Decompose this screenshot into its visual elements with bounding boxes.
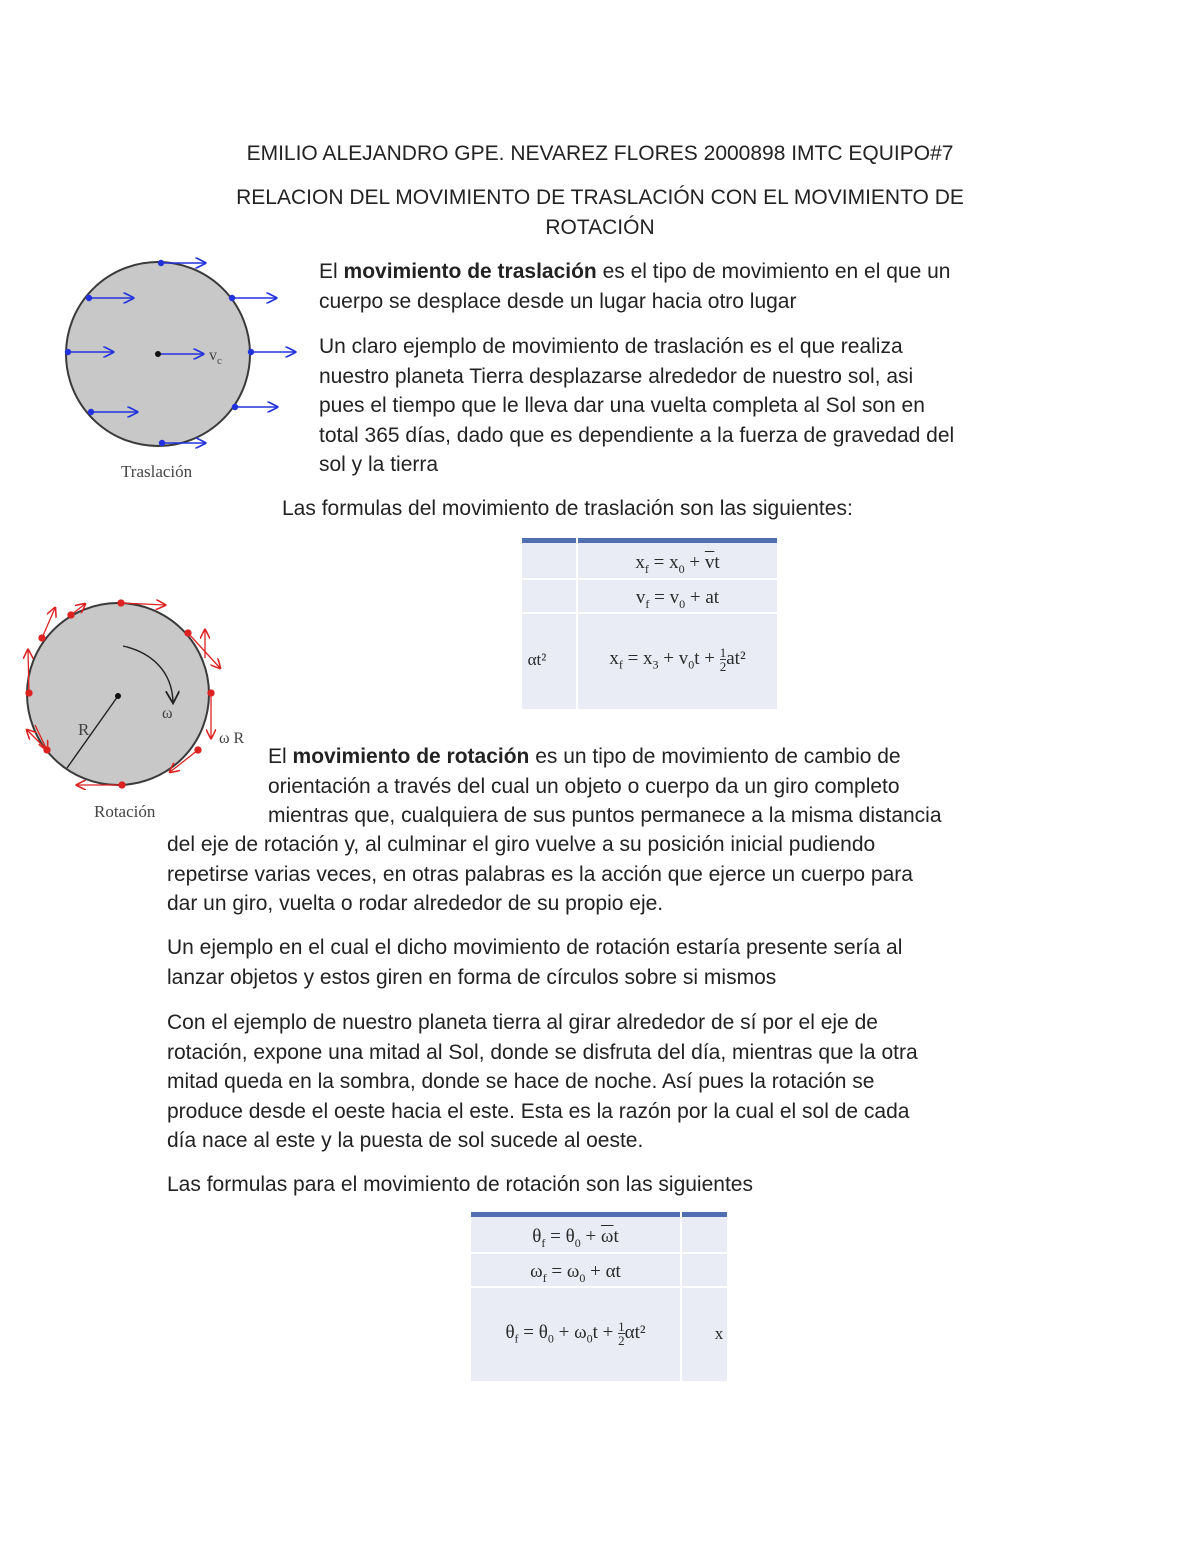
rotation-formulas-intro: Las formulas para el movimiento de rotación son las siguientes xyxy=(167,1173,753,1196)
document-title-line2: ROTACIÓN xyxy=(545,216,655,239)
translation-term: movimiento de traslación xyxy=(343,260,597,283)
author-line: EMILIO ALEJANDRO GPE. NEVAREZ FLORES 2000898 IMTC EQUIPO#7 xyxy=(246,142,954,165)
translation-definition: El movimiento de traslación es el tipo de movimiento en el que un cuerpo se desplace desde un lugar hacia otro lugar xyxy=(319,260,951,313)
rotation-term: movimiento de rotación xyxy=(292,745,530,768)
translation-caption: Traslación xyxy=(121,462,193,481)
rotation-paragraph-1-head: El movimiento de rotación es un tipo de movimiento de cambio de orientación a través del cual un objeto o cuerpo da un giro completo mientras que, cualquiera de sus puntos permanece a la misma distancia xyxy=(268,745,942,827)
rotation-paragraph-1-tail: del eje de rotación y, al culminar el giro vuelve a su posición inicial pudiendo repetirse varias veces, en otras palabras es la acción que ejerce un cuerpo para dar un giro, vuelta o rodar alrededor de su propio eje. xyxy=(167,833,913,915)
formula-position-uniform: $x_f = x_0 + \overline{v}t$ xyxy=(635,552,720,576)
formula-angular-velocity: $\omega_f = \omega_0 + \alpha t$ xyxy=(530,1261,621,1285)
rotation-figure xyxy=(15,590,260,825)
translation-paragraph-1 xyxy=(319,257,1059,316)
translation-formula-table xyxy=(522,538,777,709)
formula-angle-accelerated: $\theta_f = \theta_0 + \omega_0t$ + $\frac{1}{2}$ αt² xyxy=(505,1319,646,1348)
formula-position-accelerated: $x_f = x_3 + v_0t$ + $\frac{1}{2}$ at² xyxy=(609,645,746,674)
document-title-line1: RELACION DEL MOVIMIENTO DE TRASLACIÓN CON EL MOVIMIENTO DE xyxy=(236,186,964,209)
formula-velocity: $v_f = v_0$ + at xyxy=(635,587,720,611)
formula-fragment-right: x xyxy=(714,1324,724,1343)
velocity-label: $v_c$ xyxy=(209,347,222,368)
formula-fragment-left: αt² xyxy=(527,650,547,669)
rotation-caption: Rotación xyxy=(94,802,156,821)
formula-angle-uniform: $\theta_f = \theta_0 + \overline{\omega}t$ xyxy=(532,1226,619,1250)
rotation-paragraph-3: Con el ejemplo de nuestro planeta tierra al girar alrededor de sí por el eje de rotación, expone una mitad al Sol, donde se disfruta del día, mientras que la otra mitad queda en la sombra, donde se hace de noche. Así pues la rotación se produce desde el oeste hacia el este. Esta es la razón por la cual el sol de cada día nace al este y la puesta de sol sucede al oeste. xyxy=(167,1011,918,1152)
translation-formulas-intro: Las formulas del movimiento de traslación son las siguientes: xyxy=(282,497,853,520)
translation-figure xyxy=(55,250,305,490)
translation-paragraph-2: Un claro ejemplo de movimiento de traslación es el que realiza nuestro planeta Tierra desplazarse alrededor de nuestro sol, asi pues el tiempo que le lleva dar una vuelta completa al Sol son en total 365 días, dado que es dependiente a la fuerza de gravedad del sol y la tierra xyxy=(319,335,955,476)
radius-label: R xyxy=(78,720,90,739)
rotation-paragraph-2: Un ejemplo en el cual el dicho movimiento de rotación estaría presente sería al lanzar objetos y estos giren en forma de círculos sobre si mismos xyxy=(167,936,903,989)
rotation-formula-table xyxy=(471,1212,727,1381)
omega-label: ω xyxy=(162,705,173,722)
omega-r-label: ω R xyxy=(219,730,245,747)
